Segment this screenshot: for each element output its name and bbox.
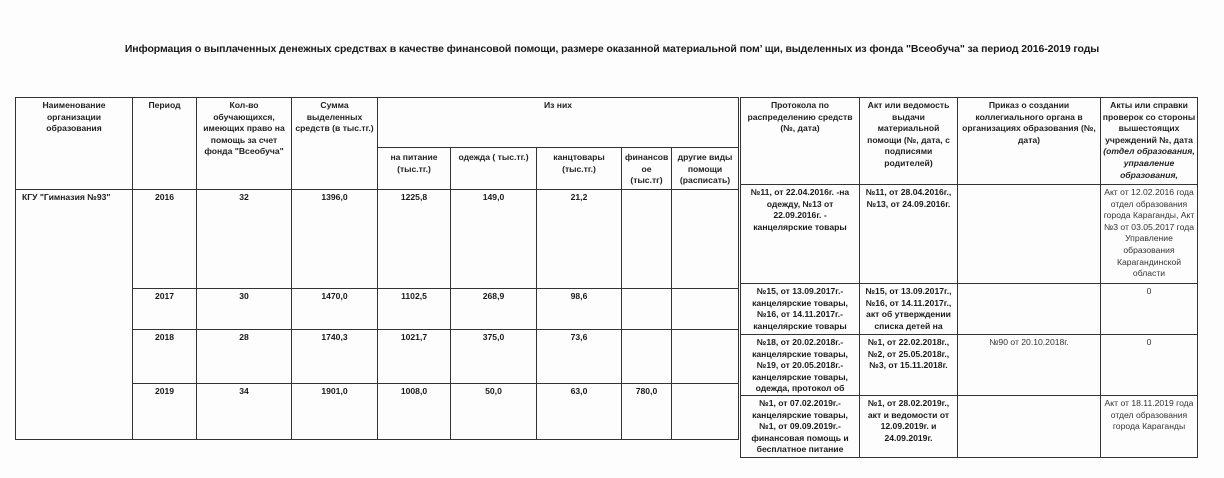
cell-protocol-text: №11, от 22.04.2016г. -на одежду, №13 от 22.09.2016г. - канцелярские товары [750,187,850,232]
cell-sum: 1396,0 [292,189,378,288]
cell-clothes: 149,0 [451,189,537,288]
cell-stationery: 73,6 [537,329,622,383]
header-order: Приказ о создании коллегиального органа в организациях образования (№, дата) [958,98,1101,185]
cell-period: 2019 [133,383,197,439]
cell-checks: Акт от 12.02.2016 года отдел образования города Караганды, Акт №3 от 03.05.2017 года Управление образования Карагандинской области [1101,185,1198,284]
cell-protocol [741,185,860,284]
header-row-1 [16,98,739,148]
header-clothes: одежда ( тыс.тг.) [451,148,537,190]
cell-act-text: №1, от 22.02.2018г., №2, от 25.05.2018г.,№3, от 15.11.2018г. [867,337,950,371]
cell-sum: 1740,3 [292,329,378,383]
header-students: Кол-во обучающихся, имеющих право на помощь за счет фонда "Всеобуча" [197,98,292,190]
table-row-2017 [741,284,1198,335]
cell-act-text: №15, от 13.09.2017г., №16, от 14.11.2017г., акт об утверждении списка детей на [865,286,952,331]
cell-financial: 780,0 [622,383,672,439]
cell-protocol [741,335,860,396]
cell-financial [622,189,672,288]
cell-period: 2017 [133,288,197,329]
table-row-2019 [741,396,1198,458]
cell-students: 32 [197,189,292,288]
cell-act [860,284,958,335]
org-name: КГУ "Гимназия №93" [16,189,133,439]
table-row-2016 [741,185,1198,284]
cell-checks: Акт от 18.11.2019 года отдел образования города Караганды [1101,396,1198,458]
cell-protocol-text: №18, от 20.02.2018г.- канцелярские товары, №19, от 20.05.2018г.- канцелярские товары, одежда, протокол об [752,337,848,393]
cell-protocol [741,284,860,335]
cell-protocol-text: №15, от 13.09.2017г.- канцелярские товары, №16, от 14.11.2017г.- канцелярские товары [752,286,848,331]
documents-table [740,97,1198,458]
header-checks-italic: (отдел образования, управление образования, [1103,146,1195,180]
cell-students: 28 [197,329,292,383]
header-stationery: канцтовары (тыс.тг.) [537,148,622,190]
header-checks [1101,98,1198,185]
cell-financial [622,288,672,329]
cell-clothes: 50,0 [451,383,537,439]
cell-clothes: 375,0 [451,329,537,383]
cell-sum: 1470,0 [292,288,378,329]
cell-order [958,284,1101,335]
header-food: на питание (тыс.тг.) [378,148,451,190]
cell-act [860,396,958,458]
cell-students: 30 [197,288,292,329]
cell-food: 1008,0 [378,383,451,439]
cell-food: 1225,8 [378,189,451,288]
cell-order [958,185,1101,284]
cell-other [672,329,739,383]
cell-act-text: №11, от 28.04.2016г., №13, от 24.09.2016г. [865,187,952,209]
cell-food: 1102,5 [378,288,451,329]
table-row-2018 [741,335,1198,396]
header-financial: финансов ое (тыс.тг) [622,148,672,190]
cell-protocol-text: №1, от 07.02.2019г.- канцелярские товары, №1, от 09.09.2019г.- финансовая помощь и бесплатное питание [751,398,849,455]
header-protocol: Протокола по распределению средств (№, дата) [741,98,860,185]
cell-stationery: 21,2 [537,189,622,288]
cell-act-text: №1, от 28.02.2019г., акт и ведомости от 12.09.2019г. и 24.09.2019г. [867,398,950,443]
header-checks-text: Акты или справки проверок со стороны вышестоящих учреждений №, дата [1102,100,1196,145]
cell-order [958,396,1101,458]
cell-act [860,185,958,284]
header-of-them: Из них [378,98,739,148]
cell-stationery: 63,0 [537,383,622,439]
funds-table [15,97,739,440]
cell-order: №90 от 20.10.2018г. [958,335,1101,396]
cell-clothes: 268,9 [451,288,537,329]
cell-checks: 0 [1101,335,1198,396]
header-row [741,98,1198,185]
header-act: Акт или ведомость выдачи материальной помощи (№, дата, с подписями родителей) [860,98,958,185]
cell-act [860,335,958,396]
cell-other [672,288,739,329]
cell-stationery: 98,6 [537,288,622,329]
cell-other [672,189,739,288]
cell-financial [622,329,672,383]
cell-checks: 0 [1101,284,1198,335]
table-row-2016 [16,189,739,288]
header-sum: Сумма выделенных средств (в тыс.тг.) [292,98,378,190]
cell-other [672,383,739,439]
cell-sum: 1901,0 [292,383,378,439]
header-org: Наименование организации образования [16,98,133,190]
cell-protocol [741,396,860,458]
header-other: другие виды помощи (расписать) [672,148,739,190]
cell-students: 34 [197,383,292,439]
header-period: Период [133,98,197,190]
document-title: Информация о выплаченных денежных средствах в качестве финансовой помощи, размере оказанной материальной пом’ щи, выделенных из фонда "Всеобуча" за период 2016-2019 годы [124,43,1100,55]
cell-period: 2016 [133,189,197,288]
cell-period: 2018 [133,329,197,383]
cell-food: 1021,7 [378,329,451,383]
